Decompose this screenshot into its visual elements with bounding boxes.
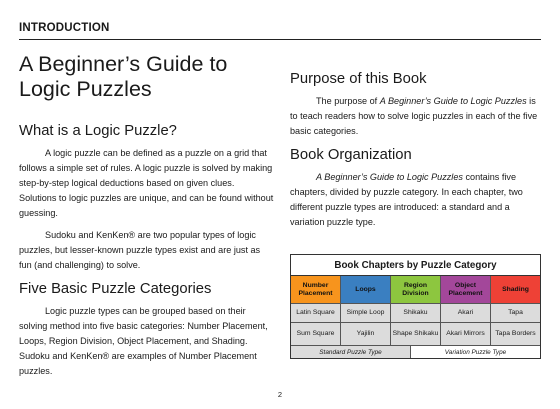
heading-organization: Book Organization — [290, 147, 412, 163]
paragraph-popular-types: Sudoku and KenKen® are two popular types of logic puzzles, but lesser-known puzzle types exist and are just as fun (and challenging) to solve. — [19, 230, 261, 270]
table-row-variation — [291, 323, 540, 346]
organization-text: contains five chapters, divided by puzzle category. In each chapter, two different puzzle types are introduced: a standard and a variation puzzle type. — [290, 172, 523, 227]
organization-book-title: A Beginner’s Guide to Logic Puzzles — [316, 172, 463, 182]
paragraph-purpose — [290, 94, 541, 139]
heading-categories: Five Basic Puzzle Categories — [19, 281, 212, 297]
table-cell: Shikaku — [391, 304, 441, 323]
paragraph-organization — [290, 170, 541, 230]
purpose-text-post: is to teach readers how to solve logic puzzles in each of the five basic categories. — [290, 96, 538, 136]
category-number-placement: Number Placement — [291, 276, 341, 304]
left-column — [19, 122, 274, 386]
table-header-row — [291, 276, 540, 304]
chapters-table — [290, 254, 541, 359]
table-cell: Tapa Borders — [491, 323, 540, 346]
page-number: 2 — [277, 390, 283, 399]
table-legend — [291, 346, 540, 358]
table-cell: Sum Square — [291, 323, 341, 346]
heading-purpose: Purpose of this Book — [290, 71, 427, 87]
title-line-2: Logic Puzzles — [19, 77, 152, 101]
legend-standard: Standard Puzzle Type — [291, 346, 411, 358]
paragraph-definition: A logic puzzle can be defined as a puzzle on a grid that follows a simple set of rules. A logic puzzle is solved by making step-by-step logical deductions based on given clues. Solutions to logic puzzles are unique, and can be found without guessing. — [19, 148, 274, 218]
purpose-text-pre: The purpose of — [316, 96, 380, 106]
table-cell: Yajilin — [341, 323, 391, 346]
table-cell: Latin Square — [291, 304, 341, 323]
table-row-standard — [291, 304, 540, 323]
title-line-1: A Beginner’s Guide to — [19, 52, 228, 76]
header-rule — [19, 39, 541, 40]
table-cell: Shape Shikaku — [391, 323, 441, 346]
right-column — [290, 70, 541, 237]
purpose-book-title: A Beginner’s Guide to Logic Puzzles — [379, 96, 527, 106]
paragraph-categories: Logic puzzle types can be grouped based on their solving method into five basic categories: Number Placement, Loops, Region Division, Object Placement, and Shading. Sudoku and KenKen® are examples of Number Placement puzzles. — [19, 306, 268, 376]
table-cell: Akari Mirrors — [441, 323, 491, 346]
legend-variation: Variation Puzzle Type — [411, 346, 540, 358]
category-region-division: Region Division — [391, 276, 441, 304]
table-cell: Tapa — [491, 304, 540, 323]
table-title: Book Chapters by Puzzle Category — [291, 255, 540, 276]
page-title — [19, 52, 269, 102]
category-shading: Shading — [491, 276, 540, 304]
table-cell: Simple Loop — [341, 304, 391, 323]
category-object-placement: Object Placement — [441, 276, 491, 304]
category-loops: Loops — [341, 276, 391, 304]
table-cell: Akari — [441, 304, 491, 323]
heading-what-is: What is a Logic Puzzle? — [19, 123, 177, 139]
section-header: INTRODUCTION — [19, 22, 110, 34]
